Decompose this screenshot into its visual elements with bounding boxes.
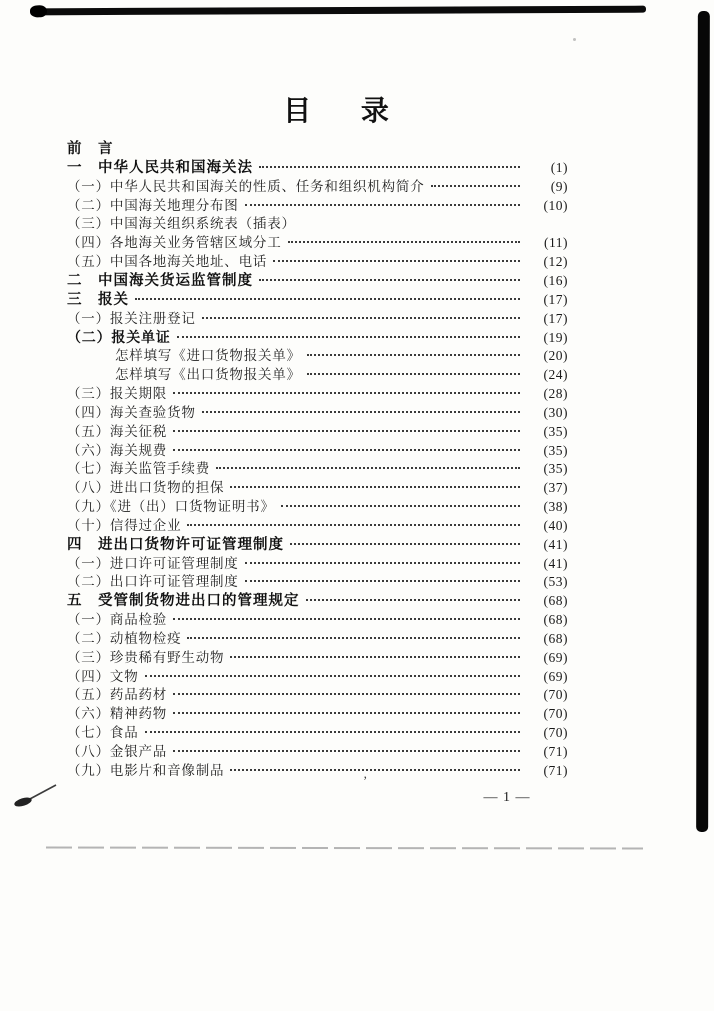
toc-entry-label: （二）报关单证	[67, 329, 171, 346]
toc-entry-page: (70)	[543, 706, 568, 722]
toc-entry-label: （八）进出口货物的担保	[67, 480, 225, 496]
stray-mark: ’	[363, 773, 368, 788]
toc-entry	[67, 517, 568, 536]
toc-entry-page: (40)	[543, 517, 568, 533]
toc-entry	[67, 555, 568, 574]
toc-entry-page: (16)	[543, 272, 568, 288]
dot-leader	[177, 336, 520, 338]
toc-entry-page: (9)	[550, 178, 568, 194]
toc-entry-page: (71)	[543, 762, 568, 778]
toc-entry-page: (68)	[543, 612, 568, 628]
toc-entry-label: （五）中国各地海关地址、电话	[67, 254, 268, 270]
dot-leader	[216, 467, 520, 469]
toc-entry	[67, 442, 568, 461]
toc-entry	[67, 762, 568, 781]
toc-entry	[67, 310, 568, 329]
toc-entry-label: （五）海关征税	[67, 423, 168, 439]
dot-leader	[173, 750, 520, 752]
toc-entry-page: (71)	[543, 744, 568, 759]
toc-entry	[67, 404, 568, 423]
dot-leader	[173, 392, 520, 394]
toc-entry	[67, 366, 568, 385]
toc-entry-page: (17)	[543, 310, 568, 326]
toc-entry-label: （七）食品	[67, 725, 139, 741]
dot-leader	[230, 656, 520, 658]
toc-entry-page: (35)	[543, 442, 568, 458]
toc-entry-label: （三）报关期限	[67, 385, 168, 401]
toc-entry	[67, 611, 568, 630]
dot-leader	[273, 260, 520, 262]
toc-entry-page: (53)	[543, 574, 568, 590]
toc-entry-label: （九）《进（出）口货物证明书》	[67, 499, 275, 515]
toc-entry	[67, 630, 568, 649]
dot-leader	[173, 618, 520, 620]
dot-leader	[230, 769, 520, 771]
toc-entry	[67, 705, 568, 724]
toc-entry	[67, 649, 568, 668]
scan-smudge-right	[696, 11, 710, 832]
toc-entry-label: （二）出口许可证管理制度	[67, 574, 239, 590]
dot-leader	[187, 637, 520, 639]
dot-leader	[173, 712, 520, 714]
toc-entry	[67, 328, 568, 347]
toc-entry-label: 怎样填写《出口货物报关单》	[115, 367, 301, 383]
dot-leader	[307, 373, 520, 375]
toc-entry-page: (70)	[543, 725, 568, 741]
toc-entry-label: （四）各地海关业务管辖区域分工	[67, 235, 282, 251]
toc-entry-page: (41)	[543, 536, 568, 552]
dot-leader	[173, 449, 520, 451]
toc-entry	[67, 159, 568, 178]
toc-entry-page: (70)	[543, 687, 568, 703]
toc-entry-label: 四 进出口货物许可证管理制度	[67, 536, 284, 553]
dot-leader	[145, 675, 521, 677]
scan-smudge-top	[33, 6, 646, 16]
dot-leader	[173, 693, 520, 695]
toc-entry-page: (35)	[543, 461, 568, 477]
dot-leader	[290, 543, 520, 545]
toc-entry	[67, 385, 568, 404]
toc-entry-page: (68)	[543, 593, 568, 609]
toc-entry	[67, 536, 568, 555]
dot-leader	[245, 204, 520, 206]
toc-entry-page: (69)	[543, 668, 568, 684]
toc-entry-label: 一 中华人民共和国海关法	[67, 159, 253, 176]
dot-leader	[202, 317, 520, 319]
toc-entry	[67, 460, 568, 479]
toc-entry	[67, 234, 568, 253]
dot-leader	[135, 298, 520, 300]
toc-entry-label: （一）商品检验	[67, 612, 168, 628]
dot-leader	[245, 562, 520, 564]
dot-leader	[288, 241, 521, 243]
page-title: 目 录	[283, 95, 391, 126]
toc-entry-label: （一）进口许可证管理制度	[67, 555, 239, 571]
toc-entry-page: (17)	[543, 291, 568, 307]
toc-entry-page: (38)	[543, 499, 568, 515]
toc-entry-page: (1)	[550, 159, 568, 175]
dot-leader	[306, 599, 521, 601]
dot-leader	[259, 279, 520, 281]
toc-entry-label: （六）精神药物	[67, 706, 168, 722]
toc-entry	[67, 592, 568, 611]
toc-entry	[67, 686, 568, 705]
toc-entry-page: (68)	[543, 630, 568, 646]
dot-leader	[245, 580, 520, 582]
toc-entry-label: （十）信得过企业	[67, 517, 182, 533]
dot-leader	[431, 185, 521, 187]
dot-leader	[230, 486, 520, 488]
toc-entry-label: 三 报关	[67, 291, 129, 308]
toc-entry-label: （二）中国海关地理分布图	[67, 197, 239, 213]
toc-entry	[67, 743, 568, 762]
dot-leader	[173, 430, 520, 432]
toc-entry-page: (24)	[543, 367, 568, 383]
dot-leader	[281, 505, 520, 507]
toc-entry-page: (41)	[543, 555, 568, 571]
toc-entry-page: (10)	[543, 197, 568, 213]
toc-entry	[67, 215, 568, 234]
toc-entry	[67, 479, 568, 498]
page-edge-line	[46, 846, 643, 849]
toc-entry	[67, 668, 568, 687]
dot-leader	[259, 166, 520, 168]
toc-list	[67, 140, 568, 781]
toc-entry	[67, 253, 568, 272]
toc-entry	[67, 178, 568, 197]
toc-entry-label: 五 受管制货物进出口的管理规定	[67, 593, 300, 610]
toc-entry-label: 怎样填写《进口货物报关单》	[115, 348, 301, 364]
toc-entry-page: (28)	[543, 385, 568, 401]
toc-entry	[67, 724, 568, 743]
toc-entry	[67, 423, 568, 442]
toc-entry	[67, 272, 568, 291]
toc-entry-label: （一）中华人民共和国海关的性质、任务和组织机构简介	[67, 178, 425, 194]
scan-speck	[573, 38, 576, 41]
dot-leader	[202, 411, 520, 413]
toc-entry	[67, 140, 568, 159]
page-number: — 1 —	[483, 790, 531, 805]
toc-entry-page: (37)	[543, 480, 568, 496]
dot-leader	[187, 524, 520, 526]
toc-entry-label: 二 中国海关货运监管制度	[67, 272, 253, 289]
toc-entry	[67, 197, 568, 216]
toc-entry-page: (20)	[543, 348, 568, 364]
toc-entry-page: (19)	[543, 330, 568, 346]
dot-leader	[145, 731, 521, 733]
toc-entry-label: （二）动植物检疫	[67, 630, 182, 646]
toc-entry-label: （三）中国海关组织系统表（插表）	[67, 216, 296, 232]
toc-entry-label: （五）药品药材	[67, 687, 168, 703]
toc-entry	[67, 291, 568, 310]
toc-entry-page: (35)	[543, 423, 568, 439]
toc-entry-page: (11)	[544, 235, 568, 251]
toc-entry-label: （三）珍贵稀有野生动物	[67, 649, 225, 665]
toc-entry-label: （六）海关规费	[67, 442, 168, 458]
toc-entry-label: （七）海关监管手续费	[67, 461, 210, 477]
toc-entry-label: 前 言	[67, 141, 114, 157]
dot-leader	[307, 354, 520, 356]
toc-entry-page: (69)	[543, 649, 568, 665]
toc-entry-page: (30)	[543, 404, 568, 420]
toc-entry-label: （八）金银产品	[67, 744, 168, 759]
toc-entry	[67, 498, 568, 517]
toc-entry-label: （四）海关查验货物	[67, 404, 196, 420]
toc-entry-label: （九）电影片和音像制品	[67, 762, 225, 778]
toc-entry	[67, 347, 568, 366]
toc-entry	[67, 573, 568, 592]
toc-entry-label: （一）报关注册登记	[67, 310, 196, 326]
toc-entry-label: （四）文物	[67, 668, 139, 684]
pen-mark	[8, 779, 70, 813]
toc-entry-page: (12)	[543, 254, 568, 270]
